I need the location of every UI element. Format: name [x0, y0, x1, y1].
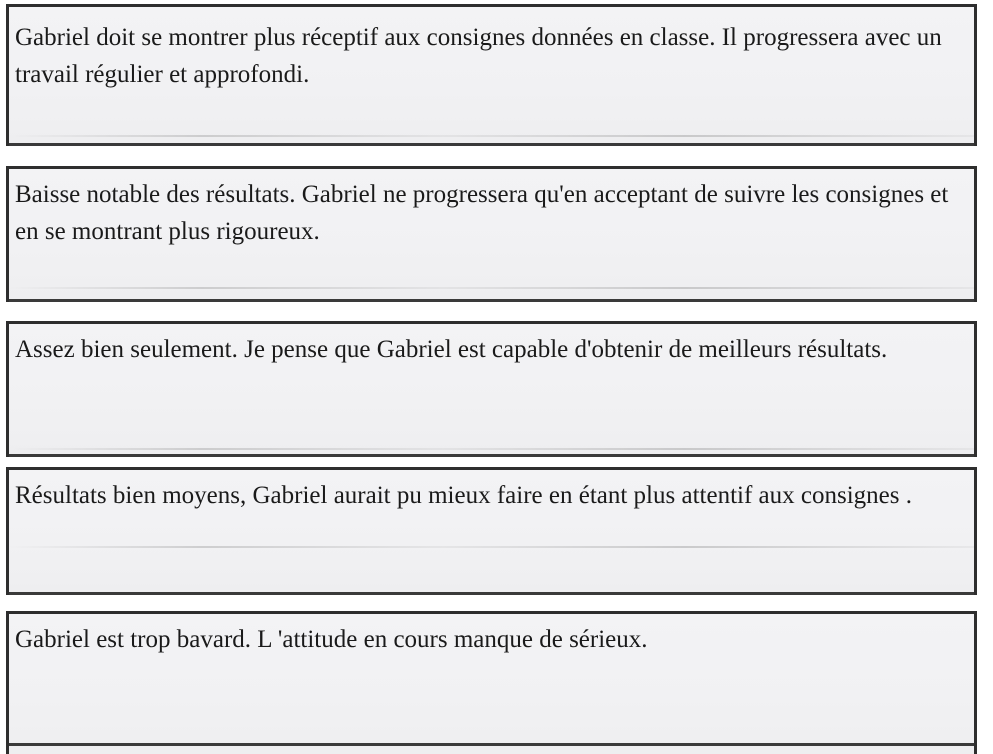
comment-box — [6, 166, 977, 302]
comment-box — [6, 611, 977, 754]
comment-text: Gabriel doit se montrer plus réceptif aux consignes données en classe. Il progressera avec un travail régulier et approfondi. — [15, 24, 942, 88]
paper-crease — [9, 546, 974, 548]
comment-strip — [0, 611, 993, 754]
comment-text: Gabriel est trop bavard. L 'attitude en cours manque de sérieux. — [15, 626, 648, 653]
comment-box — [6, 4, 977, 146]
comment-strip — [0, 166, 993, 302]
comment-strip — [0, 321, 993, 457]
comment-text: Assez bien seulement. Je pense que Gabriel est capable d'obtenir de meilleurs résultats. — [15, 336, 888, 363]
paper-crease — [9, 287, 974, 289]
paper-crease — [9, 448, 974, 450]
comment-text: Résultats bien moyens, Gabriel aurait pu mieux faire en étant plus attentif aux consignes . — [15, 482, 912, 509]
comment-strip — [0, 0, 993, 146]
comment-strip — [0, 467, 993, 595]
comment-box — [6, 321, 977, 457]
comment-box — [6, 467, 977, 595]
paper-crease — [9, 135, 974, 137]
comment-text: Baisse notable des résultats. Gabriel ne progressera qu'en acceptant de suivre les consignes et en se montrant plus rigoureux. — [15, 181, 949, 245]
